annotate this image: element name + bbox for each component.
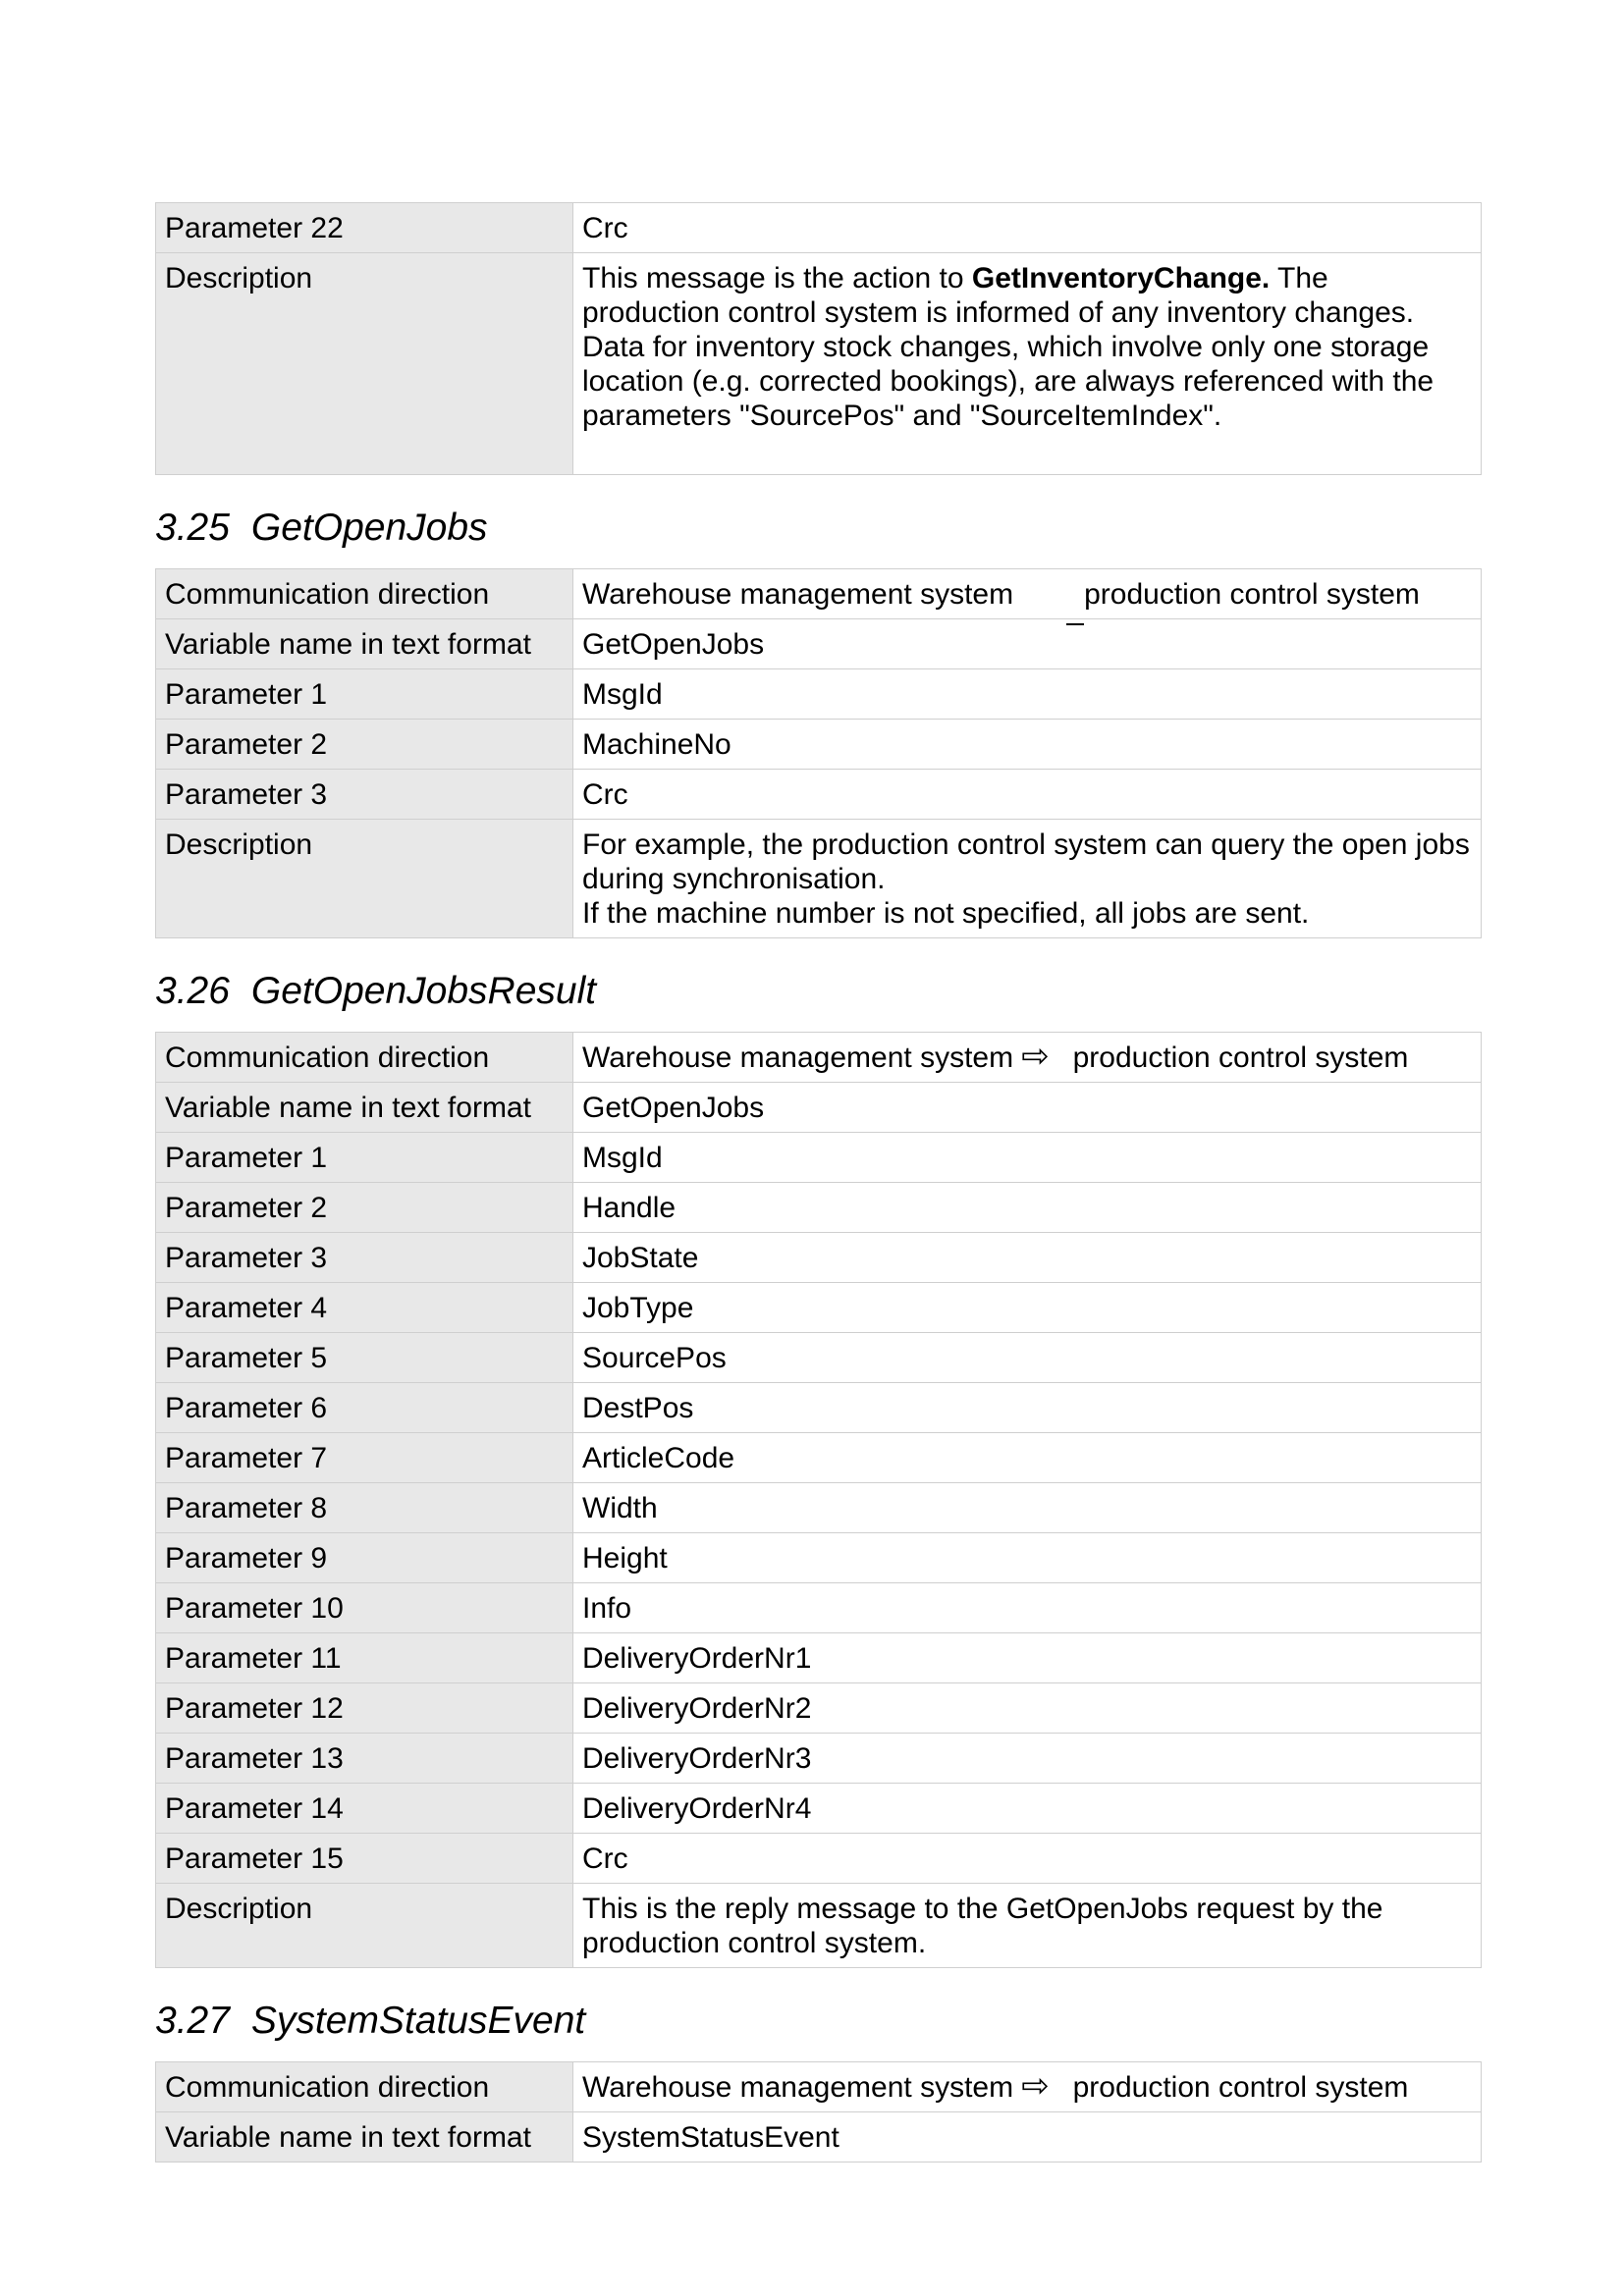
- table-row: [156, 720, 1482, 770]
- right-arrow-icon: ⇨: [1021, 2066, 1050, 2106]
- row-label: Parameter 9: [156, 1533, 573, 1583]
- row-value: Height: [573, 1533, 1482, 1583]
- row-label: Parameter 8: [156, 1483, 573, 1533]
- comm-from: Warehouse management system: [582, 578, 1014, 611]
- row-label: Variable name in text format: [156, 2112, 573, 2163]
- comm-to: production control system: [1072, 1041, 1409, 1074]
- row-label: Parameter 22: [156, 203, 573, 253]
- description-row: [156, 1884, 1482, 1968]
- row-value: DeliveryOrderNr2: [573, 1683, 1482, 1734]
- row-label: Parameter 6: [156, 1383, 573, 1433]
- row-value: Info: [573, 1583, 1482, 1633]
- row-label: Description: [156, 1884, 573, 1968]
- row-value: JobType: [573, 1283, 1482, 1333]
- row-value: GetOpenJobs: [573, 1083, 1482, 1133]
- row-label: Variable name in text format: [156, 619, 573, 669]
- table-row: [156, 770, 1482, 820]
- table-row: [156, 1083, 1482, 1133]
- row-label: Parameter 5: [156, 1333, 573, 1383]
- row-value: DeliveryOrderNr4: [573, 1784, 1482, 1834]
- get-open-jobs-result-table: [155, 1032, 1482, 1968]
- description-line: For example, the production control system can query the open jobs during synchronisation.: [582, 828, 1470, 895]
- right-arrow-icon: ⇨: [1021, 1037, 1050, 1076]
- row-label: Variable name in text format: [156, 1083, 573, 1133]
- inventory-change-table-continued: [155, 202, 1482, 475]
- table-row: [156, 669, 1482, 720]
- row-value: ArticleCode: [573, 1433, 1482, 1483]
- table-row: [156, 1433, 1482, 1483]
- section-number: 3.27: [155, 2000, 230, 2042]
- table-row: [156, 1834, 1482, 1884]
- get-open-jobs-table: [155, 568, 1482, 938]
- row-label: Communication direction: [156, 1033, 573, 1083]
- system-status-event-table: [155, 2061, 1482, 2163]
- row-value: MsgId: [573, 669, 1482, 720]
- row-label: Parameter 2: [156, 1183, 573, 1233]
- table-row: [156, 1383, 1482, 1433]
- communication-direction-row: [156, 1033, 1482, 1083]
- document-page: [155, 202, 1481, 2163]
- section-heading-3-27: [155, 1968, 1481, 2061]
- description-text: [573, 820, 1482, 938]
- description-post: The production control system is informed of any inventory changes. Data for inventory stock changes, which involve only one storage location (e.g. corrected bookings), are always referenced with the parameters "SourcePos" and "SourceItemIndex".: [582, 262, 1435, 432]
- row-value: Handle: [573, 1183, 1482, 1233]
- comm-to: production control system: [1072, 2071, 1409, 2104]
- row-value: GetOpenJobs: [573, 619, 1482, 669]
- communication-direction-row: [156, 569, 1482, 619]
- table-row: [156, 619, 1482, 669]
- row-label: Parameter 12: [156, 1683, 573, 1734]
- table-row: [156, 2112, 1482, 2163]
- section-title: GetOpenJobsResult: [250, 970, 597, 1012]
- row-label: Parameter 4: [156, 1283, 573, 1333]
- row-label: Communication direction: [156, 569, 573, 619]
- row-label: Description: [156, 820, 573, 938]
- row-value: Width: [573, 1483, 1482, 1533]
- row-label: Parameter 7: [156, 1433, 573, 1483]
- table-row: [156, 1133, 1482, 1183]
- table-row: [156, 1734, 1482, 1784]
- table-row: [156, 1333, 1482, 1383]
- table-row: [156, 1233, 1482, 1283]
- description-bold-term: GetInventoryChange.: [971, 262, 1271, 294]
- table-row: [156, 1483, 1482, 1533]
- row-value: DestPos: [573, 1383, 1482, 1433]
- row-label: Description: [156, 253, 573, 475]
- row-label: Parameter 10: [156, 1583, 573, 1633]
- row-label: Parameter 11: [156, 1633, 573, 1683]
- table-row: [156, 1583, 1482, 1633]
- row-value: SystemStatusEvent: [573, 2112, 1482, 2163]
- table-row: [156, 1283, 1482, 1333]
- section-number: 3.26: [155, 970, 230, 1012]
- comm-from: Warehouse management system: [582, 1041, 1014, 1074]
- row-label: Parameter 13: [156, 1734, 573, 1784]
- row-value: SourcePos: [573, 1333, 1482, 1383]
- description-row: [156, 253, 1482, 475]
- description-text: [573, 253, 1482, 475]
- row-value: DeliveryOrderNr3: [573, 1734, 1482, 1784]
- table-row: [156, 1683, 1482, 1734]
- row-label: Parameter 3: [156, 770, 573, 820]
- description-line: If the machine number is not specified, all jobs are sent.: [582, 897, 1310, 930]
- comm-from: Warehouse management system: [582, 2071, 1014, 2104]
- row-label: Communication direction: [156, 2062, 573, 2112]
- row-value: JobState: [573, 1233, 1482, 1283]
- row-label: Parameter 3: [156, 1233, 573, 1283]
- section-number: 3.25: [155, 507, 230, 549]
- table-row: [156, 1183, 1482, 1233]
- section-heading-3-25: [155, 475, 1481, 568]
- row-label: Parameter 15: [156, 1834, 573, 1884]
- row-label: Parameter 14: [156, 1784, 573, 1834]
- section-title: SystemStatusEvent: [250, 2000, 586, 2042]
- table-row: [156, 1784, 1482, 1834]
- communication-direction-value: [573, 569, 1482, 619]
- row-label: Parameter 2: [156, 720, 573, 770]
- row-value: Crc: [573, 1834, 1482, 1884]
- section-heading-3-26: [155, 938, 1481, 1032]
- description-pre: This message is the action to: [582, 262, 972, 294]
- description-row: [156, 820, 1482, 938]
- section-title: GetOpenJobs: [250, 507, 488, 549]
- table-row: [156, 203, 1482, 253]
- table-row: [156, 1633, 1482, 1683]
- row-value: DeliveryOrderNr1: [573, 1633, 1482, 1683]
- row-value: MachineNo: [573, 720, 1482, 770]
- communication-direction-value: [573, 2062, 1482, 2112]
- communication-direction-row: [156, 2062, 1482, 2112]
- table-row: [156, 1533, 1482, 1583]
- row-value: Crc: [573, 203, 1482, 253]
- communication-direction-value: [573, 1033, 1482, 1083]
- row-label: Parameter 1: [156, 1133, 573, 1183]
- description-text: This is the reply message to the GetOpenJobs request by the production control system.: [573, 1884, 1482, 1968]
- row-value: MsgId: [573, 1133, 1482, 1183]
- row-label: Parameter 1: [156, 669, 573, 720]
- row-value: Crc: [573, 770, 1482, 820]
- comm-to: production control system: [1084, 578, 1420, 611]
